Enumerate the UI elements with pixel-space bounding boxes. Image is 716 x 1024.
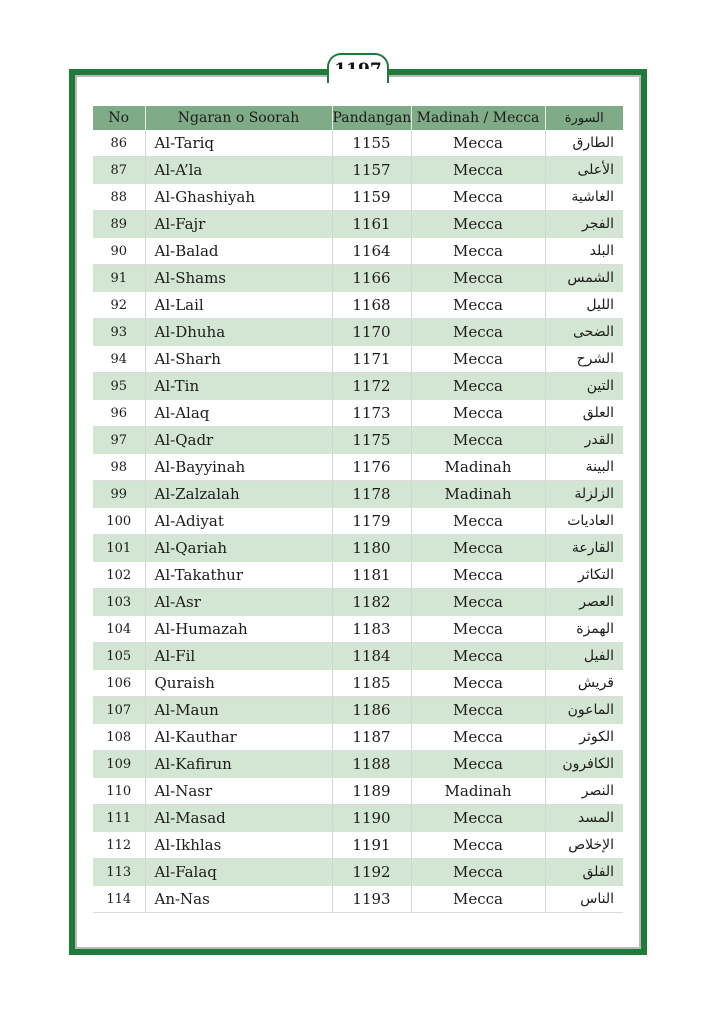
- cell-arabic-name: التكاثر: [545, 562, 623, 589]
- table-row: [93, 427, 623, 454]
- cell-revelation-place: Mecca: [411, 886, 545, 913]
- cell-surah-name: Al-Kafirun: [145, 751, 332, 778]
- cell-page: 1190: [332, 805, 411, 832]
- cell-revelation-place: Mecca: [411, 130, 545, 157]
- table-row: [93, 751, 623, 778]
- cell-arabic-name: القارعة: [545, 535, 623, 562]
- cell-page: 1166: [332, 265, 411, 292]
- cell-page: 1171: [332, 346, 411, 373]
- cell-number: 92: [93, 292, 145, 319]
- cell-surah-name: Al-Lail: [145, 292, 332, 319]
- cell-arabic-name: الشمس: [545, 265, 623, 292]
- cell-page: 1175: [332, 427, 411, 454]
- cell-page: 1168: [332, 292, 411, 319]
- cell-page: 1178: [332, 481, 411, 508]
- cell-arabic-name: الفيل: [545, 643, 623, 670]
- cell-revelation-place: Mecca: [411, 292, 545, 319]
- cell-surah-name: Al-Maun: [145, 697, 332, 724]
- table-row: [93, 130, 623, 157]
- cell-surah-name: Al-Adiyat: [145, 508, 332, 535]
- cell-arabic-name: الضحى: [545, 319, 623, 346]
- cell-surah-name: Al-Asr: [145, 589, 332, 616]
- cell-page: 1172: [332, 373, 411, 400]
- cell-number: 91: [93, 265, 145, 292]
- cell-arabic-name: الغاشية: [545, 184, 623, 211]
- cell-revelation-place: Mecca: [411, 211, 545, 238]
- cell-number: 109: [93, 751, 145, 778]
- cell-surah-name: Al-Masad: [145, 805, 332, 832]
- cell-number: 98: [93, 454, 145, 481]
- cell-surah-name: Al-Tin: [145, 373, 332, 400]
- cell-number: 89: [93, 211, 145, 238]
- cell-surah-name: Al-Qariah: [145, 535, 332, 562]
- cell-arabic-name: الطارق: [545, 130, 623, 157]
- cell-number: 110: [93, 778, 145, 805]
- cell-surah-name: Al-Humazah: [145, 616, 332, 643]
- table-row: [93, 373, 623, 400]
- cell-arabic-name: القدر: [545, 427, 623, 454]
- cell-surah-name: Al-Bayyinah: [145, 454, 332, 481]
- cell-surah-name: Al-Tariq: [145, 130, 332, 157]
- table-row: [93, 265, 623, 292]
- cell-surah-name: Quraish: [145, 670, 332, 697]
- header-surah-name: Ngaran o Soorah: [145, 106, 332, 130]
- cell-surah-name: Al-Zalzalah: [145, 481, 332, 508]
- cell-page: 1182: [332, 589, 411, 616]
- cell-surah-name: Al-Alaq: [145, 400, 332, 427]
- cell-arabic-name: الشرح: [545, 346, 623, 373]
- cell-surah-name: Al-A’la: [145, 157, 332, 184]
- cell-number: 101: [93, 535, 145, 562]
- cell-revelation-place: Mecca: [411, 319, 545, 346]
- cell-arabic-name: العاديات: [545, 508, 623, 535]
- table-row: [93, 697, 623, 724]
- cell-arabic-name: التين: [545, 373, 623, 400]
- table-row: [93, 643, 623, 670]
- cell-arabic-name: الهمزة: [545, 616, 623, 643]
- cell-surah-name: Al-Takathur: [145, 562, 332, 589]
- cell-page: 1192: [332, 859, 411, 886]
- cell-revelation-place: Mecca: [411, 643, 545, 670]
- cell-revelation-place: Mecca: [411, 535, 545, 562]
- cell-number: 114: [93, 886, 145, 913]
- cell-revelation-place: Mecca: [411, 832, 545, 859]
- cell-surah-name: Al-Fil: [145, 643, 332, 670]
- cell-number: 94: [93, 346, 145, 373]
- table-row: [93, 292, 623, 319]
- cell-number: 112: [93, 832, 145, 859]
- table-row: [93, 535, 623, 562]
- cell-number: 107: [93, 697, 145, 724]
- header-revelation-place: Madinah / Mecca: [411, 106, 545, 130]
- cell-page: 1155: [332, 130, 411, 157]
- cell-page: 1193: [332, 886, 411, 913]
- table-row: [93, 589, 623, 616]
- cell-arabic-name: الزلزلة: [545, 481, 623, 508]
- cell-number: 90: [93, 238, 145, 265]
- table-row: [93, 346, 623, 373]
- cell-page: 1164: [332, 238, 411, 265]
- cell-arabic-name: البلد: [545, 238, 623, 265]
- cell-page: 1159: [332, 184, 411, 211]
- cell-revelation-place: Mecca: [411, 751, 545, 778]
- table-row: [93, 616, 623, 643]
- cell-arabic-name: قريش: [545, 670, 623, 697]
- cell-surah-name: An-Nas: [145, 886, 332, 913]
- cell-revelation-place: Mecca: [411, 400, 545, 427]
- cell-page: 1191: [332, 832, 411, 859]
- cell-number: 99: [93, 481, 145, 508]
- cell-number: 108: [93, 724, 145, 751]
- cell-arabic-name: الأعلى: [545, 157, 623, 184]
- table-row: [93, 400, 623, 427]
- cell-surah-name: Al-Kauthar: [145, 724, 332, 751]
- cell-surah-name: Al-Falaq: [145, 859, 332, 886]
- cell-revelation-place: Mecca: [411, 265, 545, 292]
- cell-page: 1189: [332, 778, 411, 805]
- table-row: [93, 481, 623, 508]
- cell-page: 1161: [332, 211, 411, 238]
- cell-page: 1183: [332, 616, 411, 643]
- cell-arabic-name: الكافرون: [545, 751, 623, 778]
- cell-number: 87: [93, 157, 145, 184]
- table-row: [93, 724, 623, 751]
- cell-arabic-name: الفلق: [545, 859, 623, 886]
- cell-revelation-place: Mecca: [411, 616, 545, 643]
- cell-arabic-name: الكوثر: [545, 724, 623, 751]
- cell-revelation-place: Mecca: [411, 859, 545, 886]
- cell-page: 1185: [332, 670, 411, 697]
- cell-revelation-place: Mecca: [411, 373, 545, 400]
- cell-arabic-name: النصر: [545, 778, 623, 805]
- cell-revelation-place: Mecca: [411, 346, 545, 373]
- cell-surah-name: Al-Qadr: [145, 427, 332, 454]
- table-row: [93, 886, 623, 913]
- table-row: [93, 778, 623, 805]
- cell-page: 1157: [332, 157, 411, 184]
- table-header-row: [93, 106, 623, 130]
- surah-table: [93, 106, 623, 913]
- table-row: [93, 859, 623, 886]
- cell-revelation-place: Mecca: [411, 184, 545, 211]
- cell-number: 96: [93, 400, 145, 427]
- cell-revelation-place: Mecca: [411, 670, 545, 697]
- cell-surah-name: Al-Balad: [145, 238, 332, 265]
- cell-number: 103: [93, 589, 145, 616]
- cell-revelation-place: Mecca: [411, 238, 545, 265]
- cell-number: 97: [93, 427, 145, 454]
- cell-revelation-place: Madinah: [411, 481, 545, 508]
- page-number: [327, 53, 389, 83]
- header-arabic-name: السورة: [545, 106, 623, 130]
- header-no: No: [93, 106, 145, 130]
- cell-number: 106: [93, 670, 145, 697]
- cell-number: 104: [93, 616, 145, 643]
- cell-number: 88: [93, 184, 145, 211]
- cell-revelation-place: Madinah: [411, 454, 545, 481]
- cell-page: 1180: [332, 535, 411, 562]
- table-row: [93, 562, 623, 589]
- table-row: [93, 670, 623, 697]
- cell-number: 113: [93, 859, 145, 886]
- cell-revelation-place: Mecca: [411, 724, 545, 751]
- header-page: Pandangan: [332, 106, 411, 130]
- cell-revelation-place: Mecca: [411, 157, 545, 184]
- table-row: [93, 805, 623, 832]
- table-row: [93, 211, 623, 238]
- cell-revelation-place: Mecca: [411, 697, 545, 724]
- cell-page: 1186: [332, 697, 411, 724]
- cell-arabic-name: العلق: [545, 400, 623, 427]
- cell-arabic-name: الفجر: [545, 211, 623, 238]
- table-row: [93, 832, 623, 859]
- cell-page: 1173: [332, 400, 411, 427]
- page-tab-gap: [329, 69, 387, 78]
- cell-number: 100: [93, 508, 145, 535]
- cell-revelation-place: Mecca: [411, 427, 545, 454]
- cell-surah-name: Al-Ghashiyah: [145, 184, 332, 211]
- cell-page: 1170: [332, 319, 411, 346]
- cell-arabic-name: البينة: [545, 454, 623, 481]
- cell-number: 111: [93, 805, 145, 832]
- table-row: [93, 508, 623, 535]
- cell-revelation-place: Mecca: [411, 805, 545, 832]
- cell-surah-name: Al-Nasr: [145, 778, 332, 805]
- cell-number: 95: [93, 373, 145, 400]
- cell-page: 1184: [332, 643, 411, 670]
- cell-arabic-name: العصر: [545, 589, 623, 616]
- cell-page: 1181: [332, 562, 411, 589]
- cell-surah-name: Al-Ikhlas: [145, 832, 332, 859]
- cell-page: 1188: [332, 751, 411, 778]
- table-row: [93, 454, 623, 481]
- table-row: [93, 184, 623, 211]
- cell-page: 1176: [332, 454, 411, 481]
- cell-revelation-place: Mecca: [411, 562, 545, 589]
- table-row: [93, 319, 623, 346]
- cell-surah-name: Al-Dhuha: [145, 319, 332, 346]
- cell-arabic-name: الإخلاص: [545, 832, 623, 859]
- cell-arabic-name: الماعون: [545, 697, 623, 724]
- cell-arabic-name: الليل: [545, 292, 623, 319]
- cell-number: 105: [93, 643, 145, 670]
- cell-revelation-place: Mecca: [411, 508, 545, 535]
- cell-arabic-name: الناس: [545, 886, 623, 913]
- cell-number: 102: [93, 562, 145, 589]
- cell-page: 1179: [332, 508, 411, 535]
- cell-number: 86: [93, 130, 145, 157]
- cell-page: 1187: [332, 724, 411, 751]
- table-row: [93, 157, 623, 184]
- cell-surah-name: Al-Fajr: [145, 211, 332, 238]
- cell-number: 93: [93, 319, 145, 346]
- cell-revelation-place: Mecca: [411, 589, 545, 616]
- table-row: [93, 238, 623, 265]
- cell-surah-name: Al-Sharh: [145, 346, 332, 373]
- cell-revelation-place: Madinah: [411, 778, 545, 805]
- cell-arabic-name: المسد: [545, 805, 623, 832]
- cell-surah-name: Al-Shams: [145, 265, 332, 292]
